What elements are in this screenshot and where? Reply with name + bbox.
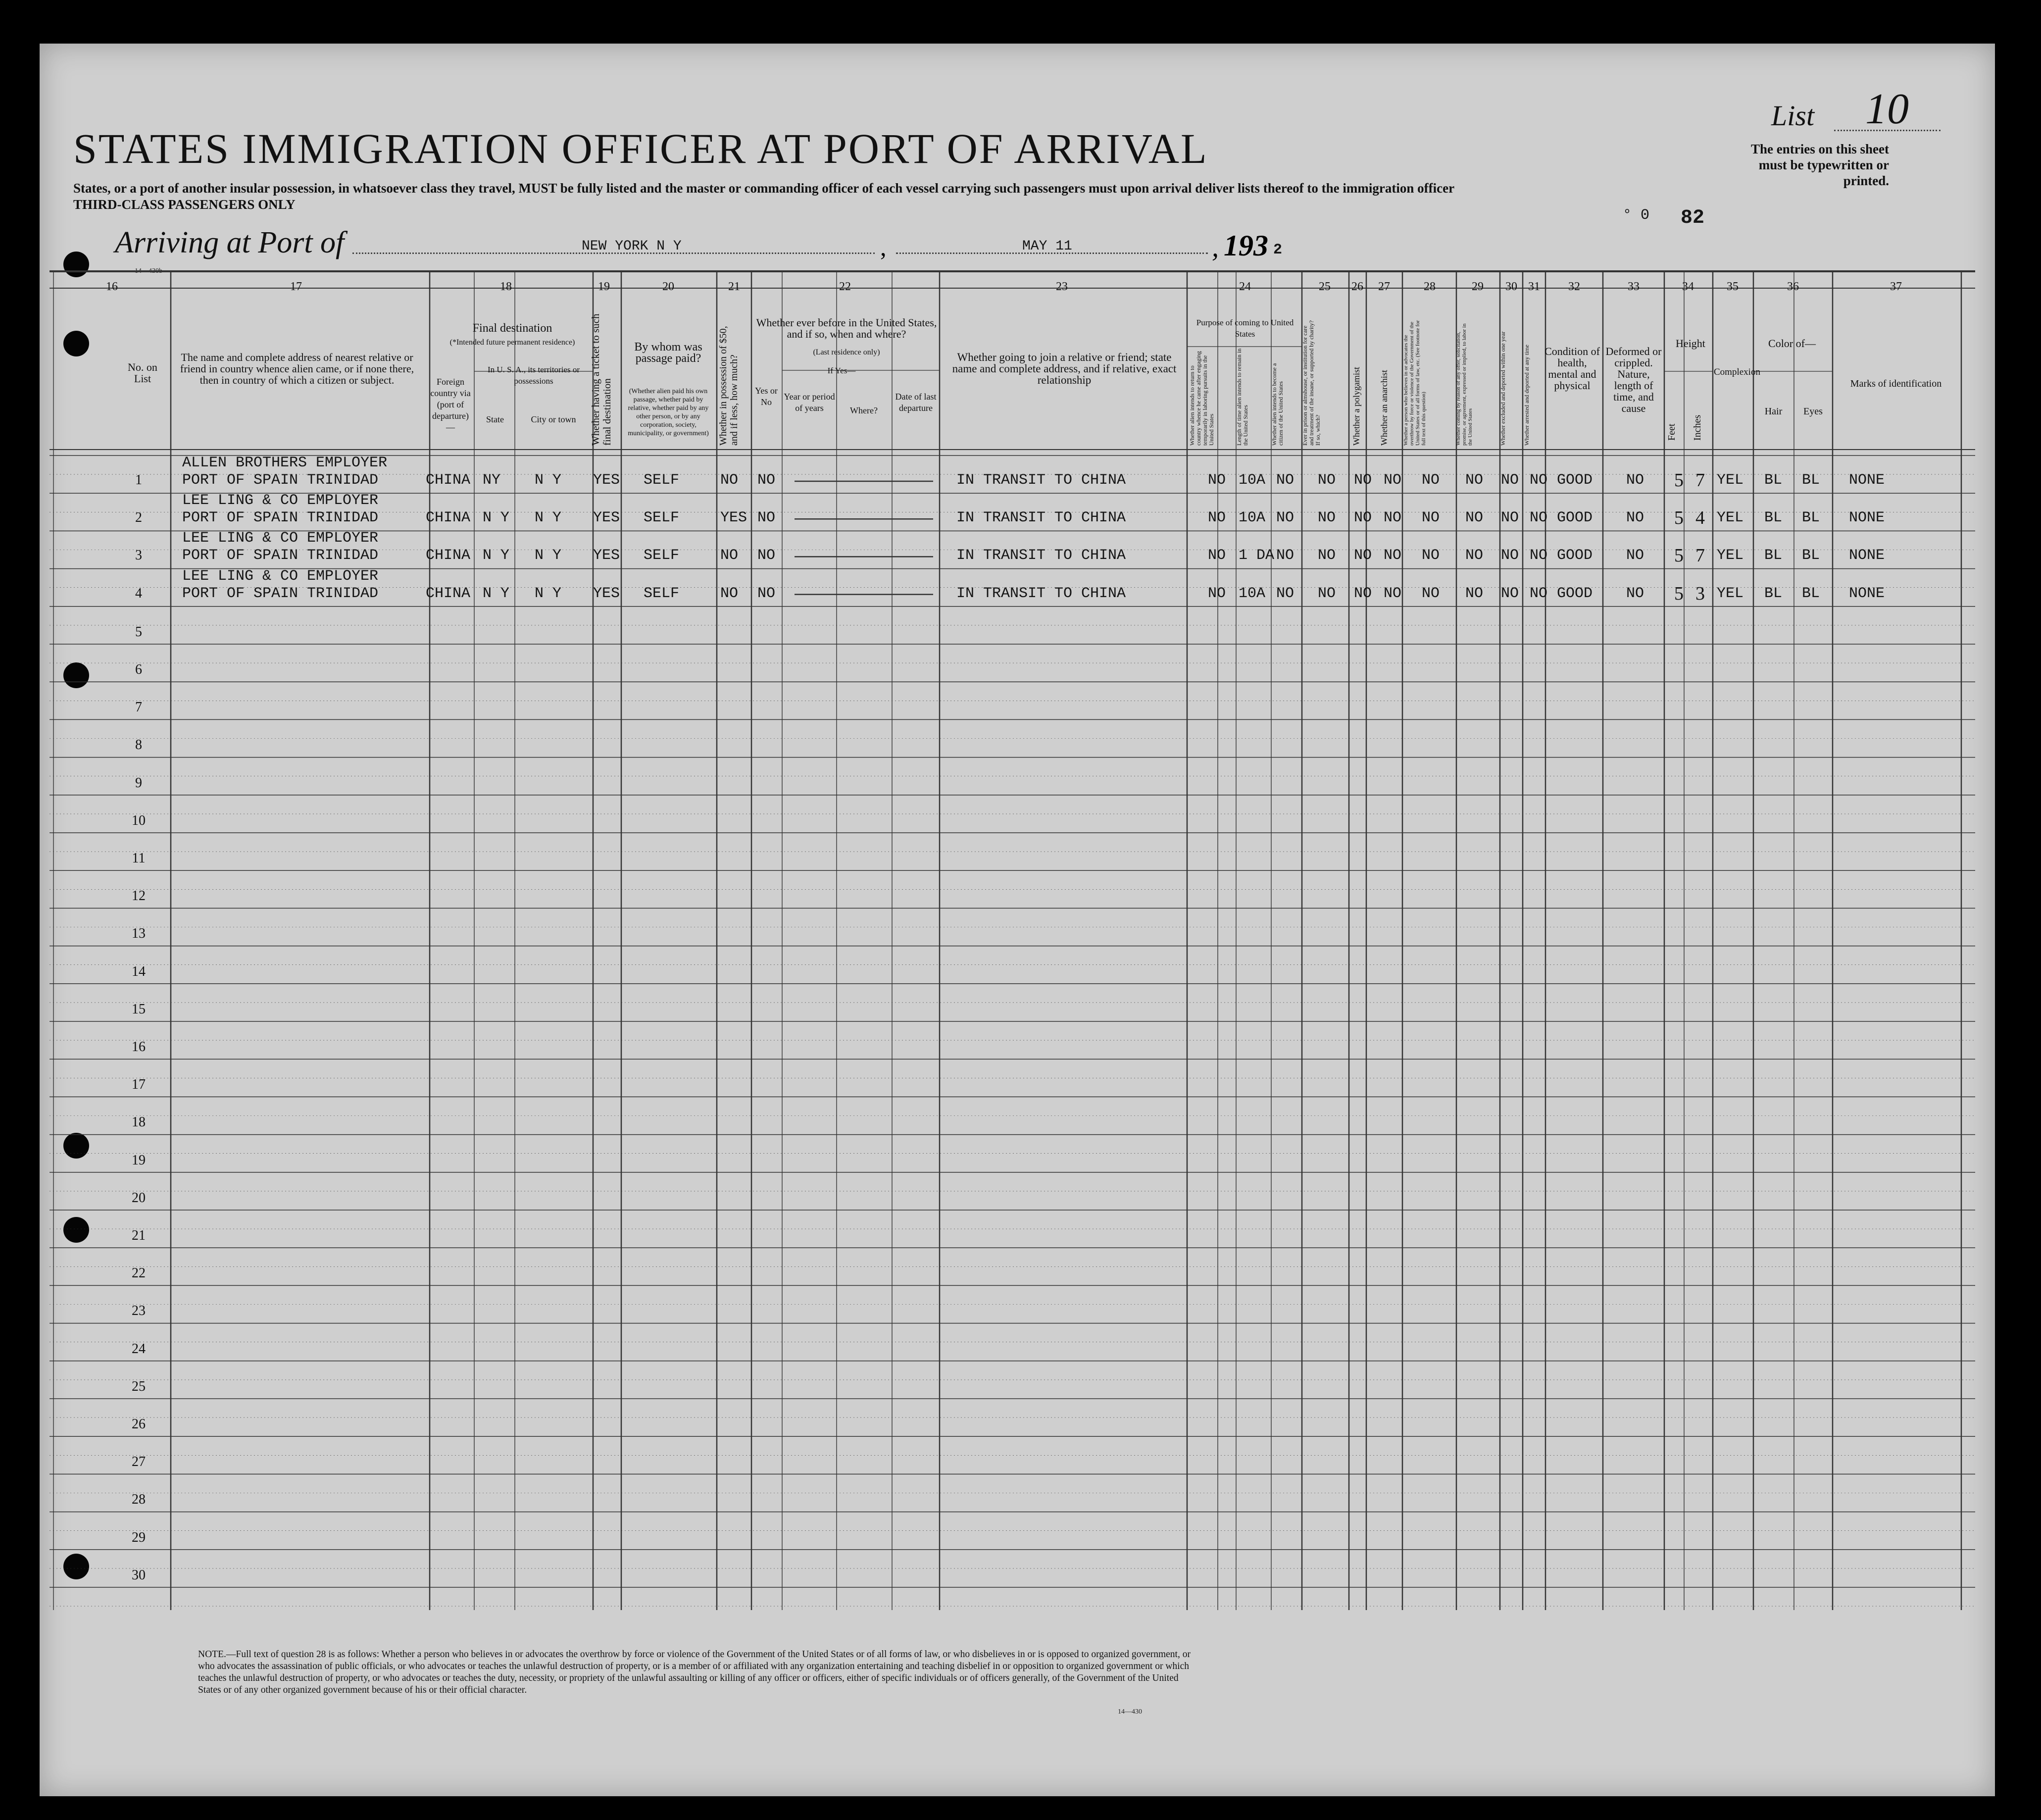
- cell-deported: NO: [1530, 509, 1548, 527]
- column-number: 16: [106, 280, 118, 293]
- cell-deformed: NO: [1626, 585, 1644, 602]
- cell-join-relative: IN TRANSIT TO CHINA: [956, 509, 1126, 527]
- column-number: 29: [1472, 280, 1484, 293]
- cell-money: YES: [720, 509, 747, 527]
- cell-passage-paid: SELF: [644, 509, 680, 527]
- cell-polygamist: NO: [1354, 547, 1372, 564]
- footnote: NOTE.—Full text of question 28 is as follows: Whether a person who believes in or advocates the overthrow by force or violence of the Government of the United States or of all forms of law, or who disbelieves in or is opposed to organized government, or who advocates the assassination of public officials, or who advocates or teaches the unlawful destruction of property, or is a member of or affiliated with any organization entertaining and teaching disbelief in or opposition to organized government or which teaches the unlawful destruction of property, or who advocates or teaches the duty, necessity, or propriety of the unlawful assaulting or killing of any officer or officers, either of specific individuals or of officers generally, of the Government of the United States or of any other organized government because of his or their official character.: [198, 1649, 1191, 1695]
- header-24a: Whether alien intends to return to country whence he came after engaging temporarily in laboring pursuits in the United States: [1189, 351, 1215, 446]
- cell-excluded: NO: [1501, 472, 1519, 489]
- column-number: 19: [598, 280, 610, 293]
- row-number: 13: [132, 926, 146, 942]
- row-number: 17: [132, 1077, 146, 1093]
- cell-complexion: YEL: [1717, 547, 1744, 564]
- cell-anarchist: NO: [1384, 585, 1402, 602]
- header-height: Height: [1676, 337, 1705, 350]
- header-before-yesno: Yes or No: [755, 386, 778, 407]
- cell-stay-length: 10A: [1239, 509, 1266, 527]
- cell-deported: NO: [1530, 547, 1548, 564]
- cell-citizen-intent: NO: [1276, 585, 1294, 602]
- cell-dest-state: N Y: [483, 585, 510, 602]
- cell-height-inches: 3: [1695, 583, 1705, 604]
- header-inches: Inches: [1692, 414, 1703, 441]
- header-final-destination: Final destination: [472, 322, 552, 335]
- column-number: 21: [728, 280, 740, 293]
- header-relative: The name and complete address of nearest relative or friend in country whence alien came, or if none there, then in country of which a citizen or subject.: [180, 351, 414, 386]
- row-number: 1: [135, 472, 142, 488]
- cell-dest-city: N Y: [535, 509, 562, 527]
- cell-deported: NO: [1530, 472, 1548, 489]
- cell-money: NO: [720, 547, 739, 564]
- cell-marks: NONE: [1849, 472, 1885, 489]
- cell-offer: NO: [1465, 585, 1484, 602]
- row-number: 3: [135, 548, 142, 563]
- page-title: STATES IMMIGRATION OFFICER AT PORT OF ARRIVAL: [73, 125, 1208, 172]
- cell-health: GOOD: [1557, 509, 1593, 527]
- cell-join-relative: IN TRANSIT TO CHINA: [956, 547, 1126, 564]
- header-29: Whether coming by reason of any offer, solicitation, promise, or agreement, expressed or implied, to labor in the United States: [1455, 323, 1473, 446]
- cell-polygamist: NO: [1354, 472, 1372, 489]
- header-marks: Marks of identification: [1850, 378, 1942, 389]
- cell-dest-city: N Y: [535, 585, 562, 602]
- header-deformed: Deformed or crippled. Nature, length of time, and cause: [1605, 345, 1662, 414]
- date-value: MAY 11: [1022, 239, 1072, 254]
- header-if-yes: If Yes—: [827, 366, 856, 375]
- column-number: 26: [1351, 280, 1363, 293]
- cell-health: GOOD: [1557, 585, 1593, 602]
- header-usa: In U. S. A., its territories or possessions: [487, 365, 580, 386]
- list-label: List: [1771, 100, 1815, 132]
- page-mark: 82: [1681, 207, 1705, 229]
- cell-passage-paid: SELF: [644, 585, 680, 602]
- cell-dest-state: N Y: [483, 547, 510, 564]
- cell-deported: NO: [1530, 585, 1548, 602]
- cell-height-feet: 5: [1674, 507, 1684, 529]
- cell-eyes: BL: [1802, 547, 1820, 564]
- cell-deformed: NO: [1626, 472, 1644, 489]
- cell-money: NO: [720, 472, 739, 489]
- cell-height-feet: 5: [1674, 583, 1684, 604]
- header-26: Whether a polygamist: [1351, 367, 1361, 446]
- row-number: 12: [132, 888, 146, 904]
- cell-ticket: YES: [593, 585, 620, 602]
- list-note: The entries on this sheet must be typewritten or printed.: [1751, 142, 1889, 188]
- cell-health: GOOD: [1557, 472, 1593, 489]
- cell-return-intent: NO: [1208, 472, 1226, 489]
- relative-name: ALLEN BROTHERS EMPLOYER: [182, 455, 388, 471]
- header-hair: Hair: [1764, 406, 1783, 417]
- year-prefix: 193: [1224, 229, 1268, 262]
- cell-prison: NO: [1318, 547, 1336, 564]
- header-color: Color of—: [1768, 337, 1816, 350]
- relative-address: PORT OF SPAIN TRINIDAD: [182, 509, 379, 527]
- cell-question-28: NO: [1422, 509, 1440, 527]
- header-passage-sub: (Whether alien paid his own passage, whether paid by relative, whether paid by any other person, or by any corporation, society, municipality, or government): [628, 388, 709, 437]
- column-number: 35: [1727, 280, 1739, 293]
- cell-stay-length: 10A: [1239, 585, 1266, 602]
- column-number: 32: [1568, 280, 1580, 293]
- row-number: 22: [132, 1265, 146, 1281]
- header-join: Whether going to join a relative or friend; state name and complete address, and if relative, exact relationship: [952, 351, 1177, 386]
- row-number: 6: [135, 662, 142, 677]
- cell-citizen-intent: NO: [1276, 509, 1294, 527]
- cell-question-28: NO: [1422, 547, 1440, 564]
- cell-marks: NONE: [1849, 585, 1885, 602]
- cell-offer: NO: [1465, 509, 1484, 527]
- cell-question-28: NO: [1422, 585, 1440, 602]
- row-number: 30: [132, 1567, 146, 1583]
- form-code-bottom: 14—430: [1118, 1708, 1142, 1716]
- cell-marks: NONE: [1849, 547, 1885, 564]
- column-number: 24: [1239, 280, 1251, 293]
- column-number: 33: [1628, 280, 1640, 293]
- cell-complexion: YEL: [1717, 472, 1744, 489]
- intro-line-2: THIRD-CLASS PASSENGERS ONLY: [73, 197, 296, 212]
- header-purpose: Purpose of coming to United States: [1196, 318, 1294, 339]
- row-number: 18: [132, 1114, 146, 1130]
- header-28: Whether a person who believes in or advocates the overthrow by force or violence of the Government of the United States or of all forms of law, etc. (See footnote for full text of this question): [1403, 320, 1427, 446]
- row-number: 9: [135, 775, 142, 791]
- cell-prison: NO: [1318, 472, 1336, 489]
- page-mark-prefix: ° 0: [1623, 207, 1650, 224]
- column-number: 28: [1424, 280, 1436, 293]
- cell-dest-state: N Y: [483, 509, 510, 527]
- header-27: Whether an anarchist: [1379, 370, 1389, 446]
- cell-foreign-country: CHINA: [426, 585, 471, 602]
- cell-passage-paid: SELF: [644, 472, 680, 489]
- cell-anarchist: NO: [1384, 547, 1402, 564]
- cell-prison: NO: [1318, 585, 1336, 602]
- cell-passage-paid: SELF: [644, 547, 680, 564]
- cell-marks: NONE: [1849, 509, 1885, 527]
- relative-address: PORT OF SPAIN TRINIDAD: [182, 547, 379, 564]
- cell-join-relative: IN TRANSIT TO CHINA: [956, 585, 1126, 602]
- header-before: Whether ever before in the United States, and if so, when and where?: [756, 316, 937, 340]
- port-value: NEW YORK N Y: [582, 239, 682, 254]
- cell-offer: NO: [1465, 547, 1484, 564]
- header-foreign-country: Foreign country via (port of departure)—: [430, 377, 471, 432]
- row-number: 26: [132, 1416, 146, 1432]
- cell-height-inches: 7: [1695, 545, 1705, 566]
- cell-anarchist: NO: [1384, 472, 1402, 489]
- cell-before-in-us: NO: [757, 472, 776, 489]
- column-number: 18: [500, 280, 512, 293]
- column-number: 30: [1505, 280, 1517, 293]
- cell-ticket: YES: [593, 472, 620, 489]
- header-eyes: Eyes: [1803, 406, 1823, 417]
- column-number: 20: [662, 280, 674, 293]
- list-number: 10: [1865, 85, 1909, 133]
- column-number: 23: [1056, 280, 1068, 293]
- cell-polygamist: NO: [1354, 509, 1372, 527]
- cell-foreign-country: CHINA: [426, 509, 471, 527]
- column-number: 17: [290, 280, 302, 293]
- cell-hair: BL: [1764, 472, 1783, 489]
- cell-dest-state: NY: [483, 472, 501, 489]
- header-year: Year or period of years: [784, 392, 835, 413]
- header-ticket: Whether having a ticket to such final destination: [590, 313, 613, 446]
- relative-name: LEE LING & CO EMPLOYER: [182, 567, 379, 585]
- relative-address: PORT OF SPAIN TRINIDAD: [182, 472, 379, 489]
- row-number: 20: [132, 1190, 146, 1206]
- cell-health: GOOD: [1557, 547, 1593, 564]
- cell-height-feet: 5: [1674, 470, 1684, 491]
- column-number: 25: [1319, 280, 1331, 293]
- row-number: 4: [135, 585, 142, 601]
- header-30: Whether excluded and deported within one year: [1499, 331, 1506, 446]
- header-departure: Date of last departure: [895, 392, 937, 413]
- header-state: State: [486, 414, 504, 424]
- row-number: 16: [132, 1039, 146, 1055]
- row-number: 19: [132, 1152, 146, 1168]
- row-number: 7: [135, 700, 142, 715]
- cell-return-intent: NO: [1208, 547, 1226, 564]
- cell-question-28: NO: [1422, 472, 1440, 489]
- cell-eyes: BL: [1802, 509, 1820, 527]
- row-number: 14: [132, 963, 146, 979]
- relative-name: LEE LING & CO EMPLOYER: [182, 530, 379, 547]
- cell-hair: BL: [1764, 509, 1783, 527]
- relative-name: LEE LING & CO EMPLOYER: [182, 492, 379, 509]
- header-before-sub: (Last residence only): [813, 348, 880, 356]
- cell-return-intent: NO: [1208, 585, 1226, 602]
- arriving-label: Arriving at Port of: [115, 226, 345, 259]
- header-where: Where?: [850, 405, 878, 415]
- cell-citizen-intent: NO: [1276, 547, 1294, 564]
- relative-address: PORT OF SPAIN TRINIDAD: [182, 585, 379, 602]
- row-number: 21: [132, 1228, 146, 1243]
- form-code-top: 14—430b: [135, 267, 162, 275]
- header-complexion: Complexion: [1714, 367, 1760, 377]
- column-number: 22: [839, 280, 851, 293]
- header-passage: By whom was passage paid?: [634, 341, 702, 365]
- intro-line-1: States, or a port of another insular possession, in whatsoever class they travel, MUST be fully listed and the master or commanding officer of each vessel carrying such passengers must upon arrival deliver lists thereof to the immigration officer: [73, 181, 1455, 196]
- header-24c: Whether alien intends to become a citizen of the United States: [1271, 363, 1284, 446]
- cell-excluded: NO: [1501, 585, 1519, 602]
- column-number: 36: [1787, 280, 1799, 293]
- cell-anarchist: NO: [1384, 509, 1402, 527]
- cell-before-in-us: NO: [757, 585, 776, 602]
- cell-stay-length: 10A: [1239, 472, 1266, 489]
- cell-ticket: YES: [593, 509, 620, 527]
- cell-money: NO: [720, 585, 739, 602]
- cell-join-relative: IN TRANSIT TO CHINA: [956, 472, 1126, 489]
- row-number: 2: [135, 510, 142, 526]
- row-number: 5: [135, 624, 142, 640]
- cell-foreign-country: CHINA: [426, 472, 471, 489]
- row-number: 24: [132, 1341, 146, 1357]
- row-number: 28: [132, 1492, 146, 1508]
- row-number: 23: [132, 1303, 146, 1319]
- cell-citizen-intent: NO: [1276, 472, 1294, 489]
- year-typed: 2: [1273, 242, 1283, 258]
- header-25: Ever in prison or almshouse, or institution for care and treatment of the insane, or supported by charity? If so, which?: [1301, 320, 1321, 446]
- column-number: 27: [1378, 280, 1390, 293]
- row-number: 29: [132, 1529, 146, 1545]
- cell-ticket: YES: [593, 547, 620, 564]
- cell-hair: BL: [1764, 547, 1783, 564]
- cell-before-in-us: NO: [757, 509, 776, 527]
- row-number: 10: [132, 812, 146, 828]
- cell-excluded: NO: [1501, 509, 1519, 527]
- cell-polygamist: NO: [1354, 585, 1372, 602]
- header-31: Whether arrested and deported at any time: [1523, 345, 1530, 446]
- row-number: 11: [132, 851, 146, 866]
- cell-dest-city: N Y: [535, 547, 562, 564]
- column-number: 31: [1528, 280, 1540, 293]
- cell-deformed: NO: [1626, 509, 1644, 527]
- cell-height-inches: 4: [1695, 507, 1705, 529]
- row-number: 8: [135, 737, 142, 753]
- cell-before-in-us: NO: [757, 547, 776, 564]
- column-number: 34: [1682, 280, 1694, 293]
- cell-eyes: BL: [1802, 585, 1820, 602]
- cell-dest-city: N Y: [535, 472, 562, 489]
- header-health: Condition of health, mental and physical: [1544, 345, 1600, 392]
- header-final-destination-sub: (*Intended future permanent residence): [449, 338, 575, 347]
- header-money: Whether in possession of $50, and if less, how much?: [718, 326, 740, 446]
- cell-prison: NO: [1318, 509, 1336, 527]
- cell-foreign-country: CHINA: [426, 547, 471, 564]
- header-feet: Feet: [1666, 423, 1677, 441]
- header-24b: Length of time alien intends to remain in the United States: [1236, 348, 1249, 446]
- cell-hair: BL: [1764, 585, 1783, 602]
- cell-eyes: BL: [1802, 472, 1820, 489]
- cell-stay-length: 1 DA: [1239, 547, 1275, 564]
- cell-complexion: YEL: [1717, 509, 1744, 527]
- cell-complexion: YEL: [1717, 585, 1744, 602]
- header-city: City or town: [531, 414, 576, 424]
- cell-offer: NO: [1465, 472, 1484, 489]
- header-list-number: No. on List: [128, 361, 157, 385]
- cell-height-feet: 5: [1674, 545, 1684, 566]
- row-number: 15: [132, 1001, 146, 1017]
- cell-excluded: NO: [1501, 547, 1519, 564]
- cell-deformed: NO: [1626, 547, 1644, 564]
- cell-return-intent: NO: [1208, 509, 1226, 527]
- cell-height-inches: 7: [1695, 470, 1705, 491]
- row-number: 27: [132, 1454, 146, 1470]
- column-number: 37: [1890, 280, 1902, 293]
- row-number: 25: [132, 1378, 146, 1394]
